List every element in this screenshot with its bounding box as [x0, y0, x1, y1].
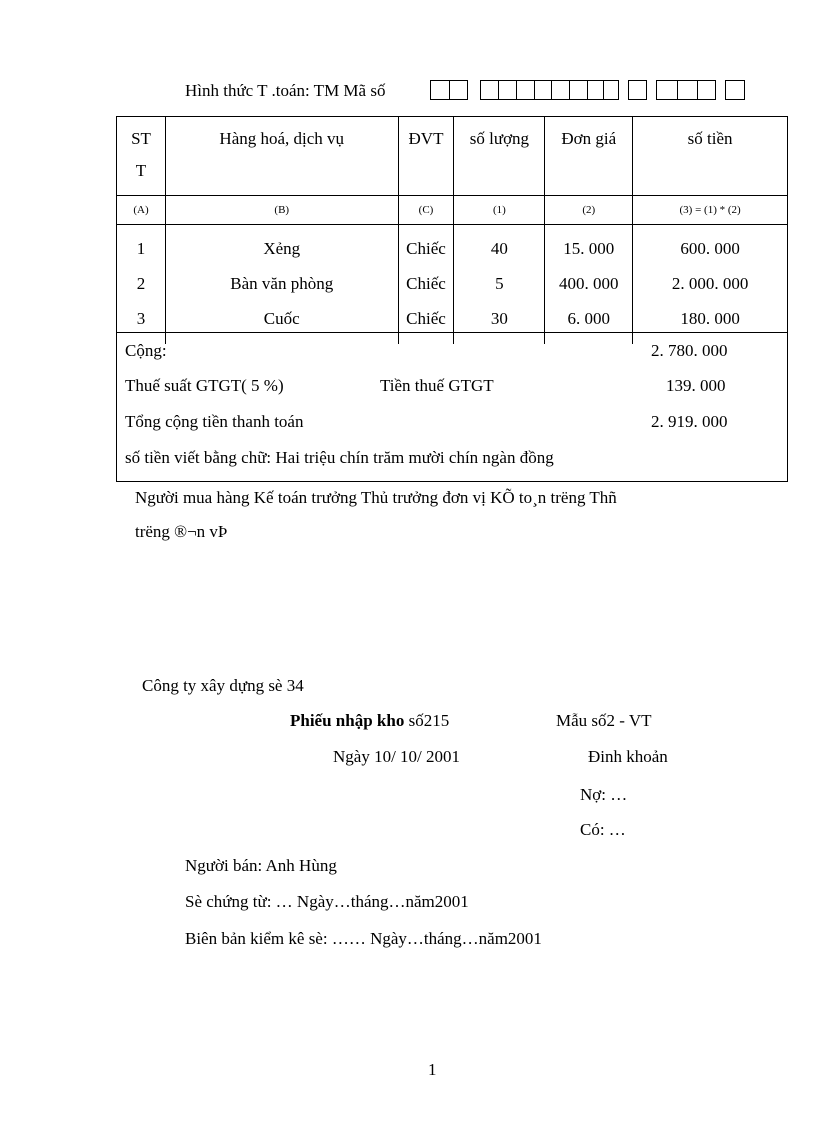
table-row — [117, 225, 788, 267]
row-name: Xẻng — [165, 225, 398, 267]
row-unit: Chiếc — [398, 266, 454, 301]
table-code-row — [117, 196, 788, 225]
receipt-date: Ngày 10/ 10/ 2001 — [333, 747, 461, 766]
code-b: (B) — [165, 196, 398, 225]
credit-account: Có: … — [580, 820, 626, 839]
row-unit: Chiếc — [398, 225, 454, 267]
debit-account: Nợ: … — [580, 785, 628, 804]
signature-line-1: Người mua hàng Kế toán trưởng Thủ trưởng đơn vị KÕ to¸n trëng Thñ — [135, 488, 617, 507]
total-value: 2. 780. 000 — [651, 341, 728, 360]
seller-name: Người bán: Anh Hùng — [185, 856, 337, 875]
code-box-group-1 — [430, 80, 468, 100]
page-number: 1 — [428, 1060, 437, 1079]
code-box-group-5 — [725, 80, 745, 100]
vat-amount-label: Tiền thuế GTGT — [380, 376, 494, 395]
grand-total-value: 2. 919. 000 — [651, 412, 728, 431]
summary-box — [116, 332, 788, 482]
header-unit: ĐVT — [398, 117, 454, 196]
header-stt: ST T — [117, 117, 166, 196]
row-stt: 1 — [117, 225, 166, 267]
code-c: (C) — [398, 196, 454, 225]
code-3: (3) = (1) * (2) — [633, 196, 788, 225]
header-goods: Hàng hoá, dịch vụ — [165, 117, 398, 196]
table-row — [117, 266, 788, 301]
row-price: 15. 000 — [545, 225, 633, 267]
row-amount: 2. 000. 000 — [633, 266, 788, 301]
document-number: Sè chứng từ: … Ngày…tháng…năm2001 — [185, 892, 469, 911]
vat-rate-label: Thuế suất GTGT( 5 %) — [125, 376, 284, 395]
code-2: (2) — [545, 196, 633, 225]
row-price: 400. 000 — [545, 266, 633, 301]
amount-in-words: số tiền viết bằng chữ: Hai triệu chín trăm mười chín ngàn đồng — [125, 448, 554, 467]
code-box-group-2 — [480, 80, 619, 100]
header-amount: số tiền — [633, 117, 788, 196]
code-box-group-3 — [628, 80, 647, 100]
receipt-title-bold: Phiếu nhập kho — [290, 711, 405, 730]
code-a: (A) — [117, 196, 166, 225]
grand-total-label: Tổng cộng tiền thanh toán — [125, 412, 304, 431]
row-stt: 3 — [117, 301, 166, 344]
invoice-table — [116, 116, 788, 344]
header-unit-price: Đơn giá — [545, 117, 633, 196]
row-qty: 30 — [454, 301, 545, 344]
row-qty: 5 — [454, 266, 545, 301]
payment-method-label: Hình thức T .toán: TM Mã số — [185, 81, 386, 100]
receipt-number: số215 — [404, 711, 450, 730]
code-box-group-4 — [656, 80, 716, 100]
inventory-report: Biên bản kiểm kê sè: …… Ngày…tháng…năm2001 — [185, 929, 542, 948]
form-code: Mẫu số2 - VT — [556, 711, 652, 730]
row-unit: Chiếc — [398, 301, 454, 344]
row-amount: 600. 000 — [633, 225, 788, 267]
signature-line-2: trëng ®¬n vÞ — [135, 522, 228, 541]
row-stt: 2 — [117, 266, 166, 301]
row-name: Bàn văn phòng — [165, 266, 398, 301]
total-label: Cộng: — [125, 341, 167, 360]
vat-value: 139. 000 — [666, 376, 726, 395]
row-name: Cuốc — [165, 301, 398, 344]
row-price: 6. 000 — [545, 301, 633, 344]
row-amount: 180. 000 — [633, 301, 788, 344]
receipt-title — [290, 711, 449, 731]
code-1: (1) — [454, 196, 545, 225]
table-header-row — [117, 117, 788, 196]
row-qty: 40 — [454, 225, 545, 267]
header-quantity: số lượng — [454, 117, 545, 196]
company-name: Công ty xây dựng sè 34 — [142, 676, 304, 695]
account-entry-title: Đinh khoản — [588, 747, 668, 766]
